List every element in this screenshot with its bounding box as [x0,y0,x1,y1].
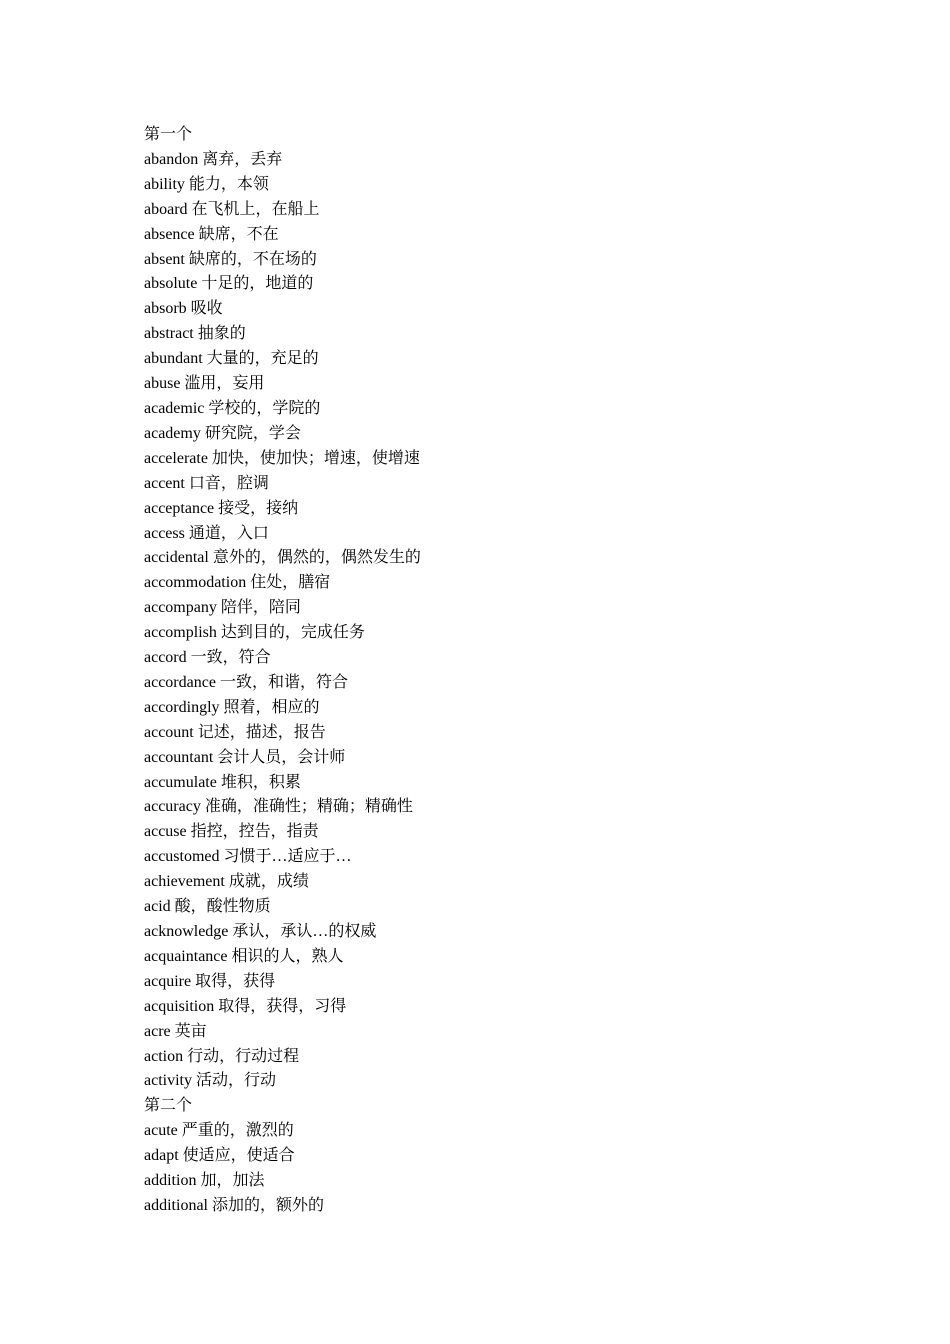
vocab-entry: addition 加，加法 [144,1172,265,1190]
section-heading: 第二个 [144,1097,193,1115]
vocab-entry: acre 英亩 [144,1022,207,1040]
vocab-entry: absence 缺席，不在 [144,225,279,243]
vocab-entry: abandon 离弃，丢弃 [144,150,283,168]
vocab-entry: accord 一致，符合 [144,649,271,667]
vocab-entry: accountant 会计人员，会计师 [144,748,346,766]
vocab-entry: academy 研究院，学会 [144,424,301,442]
vocab-entry: accelerate 加快，使加快；增速，使增速 [144,449,420,467]
vocab-entry: achievement 成就，成绩 [144,873,309,891]
vocab-entry: aboard 在飞机上，在船上 [144,200,320,218]
vocab-entry: abundant 大量的，充足的 [144,350,319,368]
vocab-entry: abstract 抽象的 [144,325,246,343]
vocabulary-list [144,123,844,1219]
vocab-entry: abuse 滥用，妄用 [144,375,265,393]
vocab-entry: accordingly 照着，相应的 [144,698,320,716]
vocab-entry: additional 添加的，额外的 [144,1196,324,1214]
vocab-entry: acquire 取得，获得 [144,972,276,990]
vocab-entry: accidental 意外的，偶然的，偶然发生的 [144,549,421,567]
vocab-entry: accent 口音，腔调 [144,474,269,492]
vocab-entry: ability 能力，本领 [144,175,269,193]
vocab-entry: academic 学校的，学院的 [144,399,321,417]
vocab-entry: accustomed 习惯于…适应于… [144,848,352,866]
vocab-entry: accomplish 达到目的，完成任务 [144,624,365,642]
vocab-entry: action 行动，行动过程 [144,1047,300,1065]
vocab-entry: absorb 吸收 [144,300,223,318]
vocab-entry: acute 严重的，激烈的 [144,1122,294,1140]
vocab-entry: accuse 指控，控告，指责 [144,823,319,841]
vocab-entry: activity 活动，行动 [144,1072,276,1090]
vocab-entry: accordance 一致，和谐，符合 [144,673,348,691]
vocab-entry: accompany 陪伴，陪同 [144,599,301,617]
vocab-entry: acknowledge 承认，承认…的权威 [144,923,377,940]
vocab-entry: acquisition 取得，获得，习得 [144,997,347,1015]
vocab-entry: absent 缺席的，不在场的 [144,250,317,268]
vocab-entry: adapt 使适应，使适合 [144,1147,295,1165]
vocab-entry: accuracy 准确，准确性；精确；精确性 [144,798,413,816]
vocab-entry: accommodation 住处，膳宿 [144,574,331,592]
vocab-entry: accumulate 堆积，积累 [144,773,301,791]
vocab-entry: account 记述，描述，报告 [144,723,326,741]
vocab-entry: acceptance 接受，接纳 [144,499,299,517]
section-heading: 第一个 [144,126,193,143]
vocab-entry: access 通道，入口 [144,524,269,542]
vocab-entry: acquaintance 相识的人，熟人 [144,947,344,965]
vocab-entry: acid 酸，酸性物质 [144,898,271,916]
vocab-entry: absolute 十足的，地道的 [144,275,314,293]
